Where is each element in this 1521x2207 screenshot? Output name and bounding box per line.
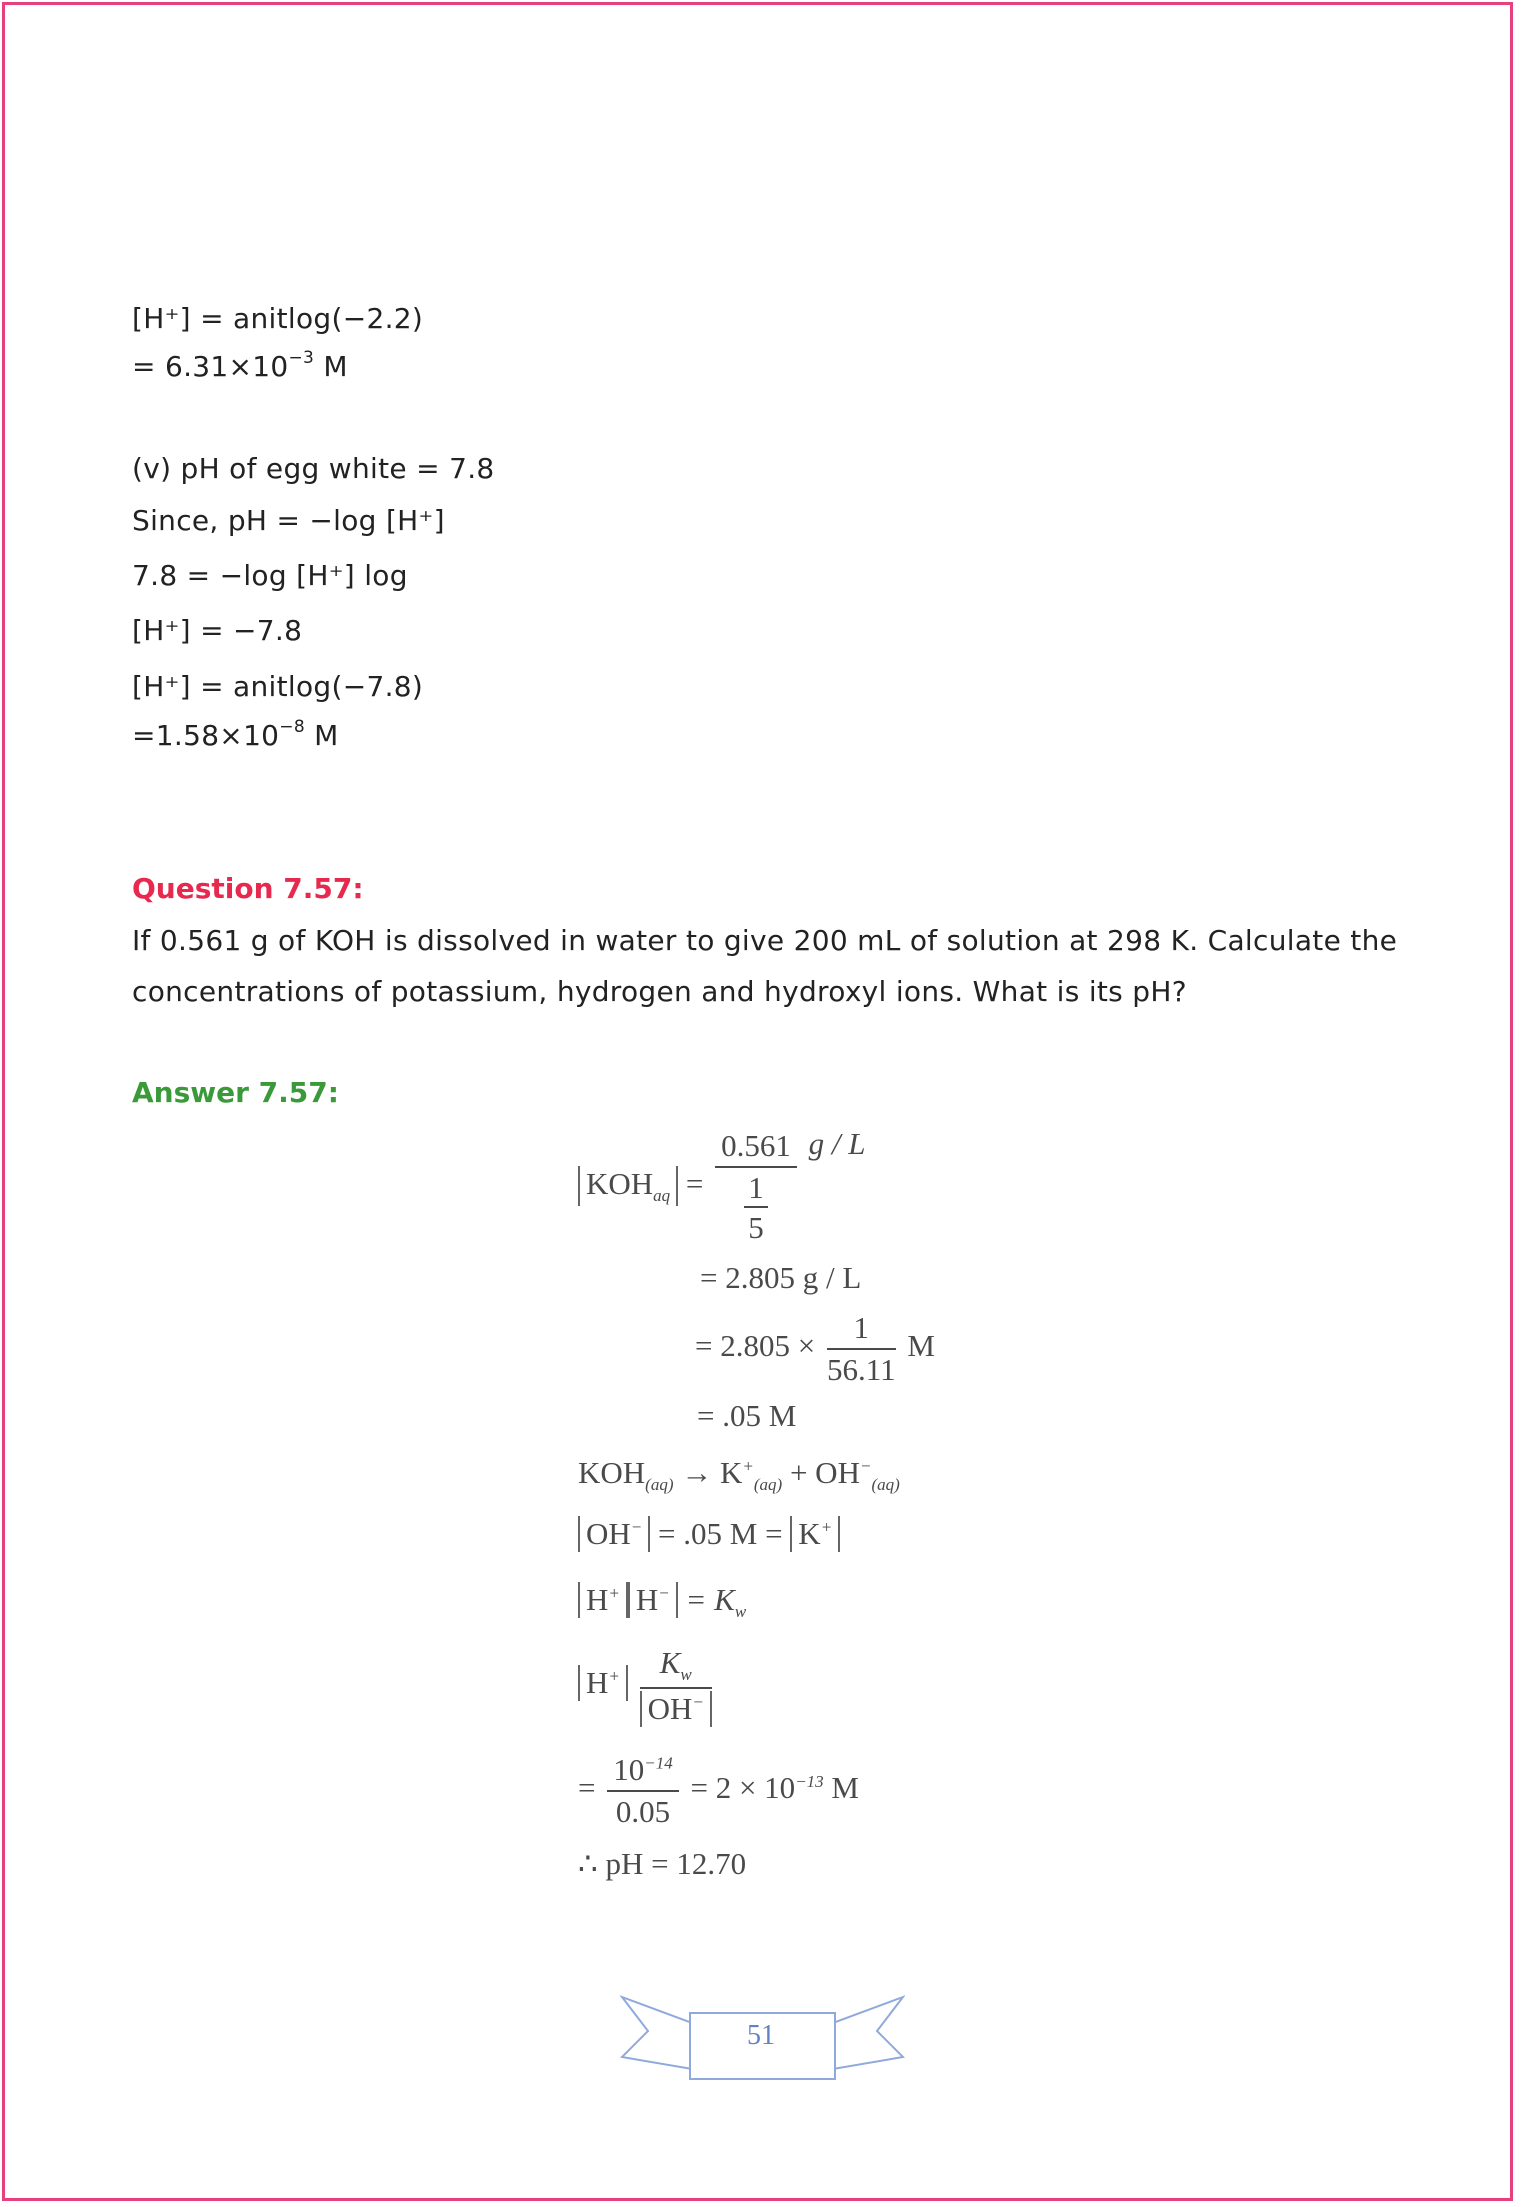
equation-dissociation: $KOH_{(aq)} \to K^+_{(aq)} + OH^-_{(aq)}$ — [578, 1455, 900, 1495]
equation-molarity: = 2.805 × $\frac{1}{56.11}$ M — [695, 1310, 935, 1387]
text-line: [H⁺] = anitlog(−7.8) — [132, 670, 424, 703]
question-text: If 0.561 g of KOH is dissolved in water to give 200 mL of solution at 298 K. Calculate the concentrations of potassium, hydrogen and hydroxyl ions. What is its pH? — [132, 924, 1398, 1008]
equation-kw: H+ $H^- = K_w$ — [578, 1582, 746, 1622]
text-line: 7.8 = −log [H⁺] log — [132, 559, 408, 592]
text-line: [H⁺] = anitlog(−2.2) — [132, 302, 424, 335]
text-line: (v) pH of egg white = 7.8 — [132, 452, 495, 485]
equation-line: = 2.805 g / L — [700, 1260, 862, 1295]
text-line: Since, pH = −log [H⁺] — [132, 504, 445, 537]
question-heading: Question 7.57: — [132, 872, 364, 905]
equation-hydrogen: H+ $\frac{K_w}{OH^-}$ — [578, 1645, 716, 1727]
text-line: = $6.31\times 10^{-3}$ M — [132, 347, 348, 383]
text-line: $=1.58\times 10^{-8}$ M — [132, 716, 339, 752]
equation-result: = $\frac{10^{-14}}{0.05}$ = $2 \times 10^{-13}$ M — [578, 1752, 859, 1829]
text-line: [H⁺] = −7.8 — [132, 614, 303, 647]
page-number: 51 — [747, 2020, 775, 2051]
equation-koh-concentration: $KOH_{aq}$ = $\frac{0.561}{\frac{1}{5}}$ g / L — [578, 1128, 866, 1246]
answer-heading: Answer 7.57: — [132, 1076, 339, 1109]
equation-ph: ∴ pH = 12.70 — [578, 1846, 747, 1881]
equation-line: = .05 M — [697, 1398, 797, 1433]
equation-hydroxide: OH− = .05 M = K+ — [578, 1516, 840, 1552]
